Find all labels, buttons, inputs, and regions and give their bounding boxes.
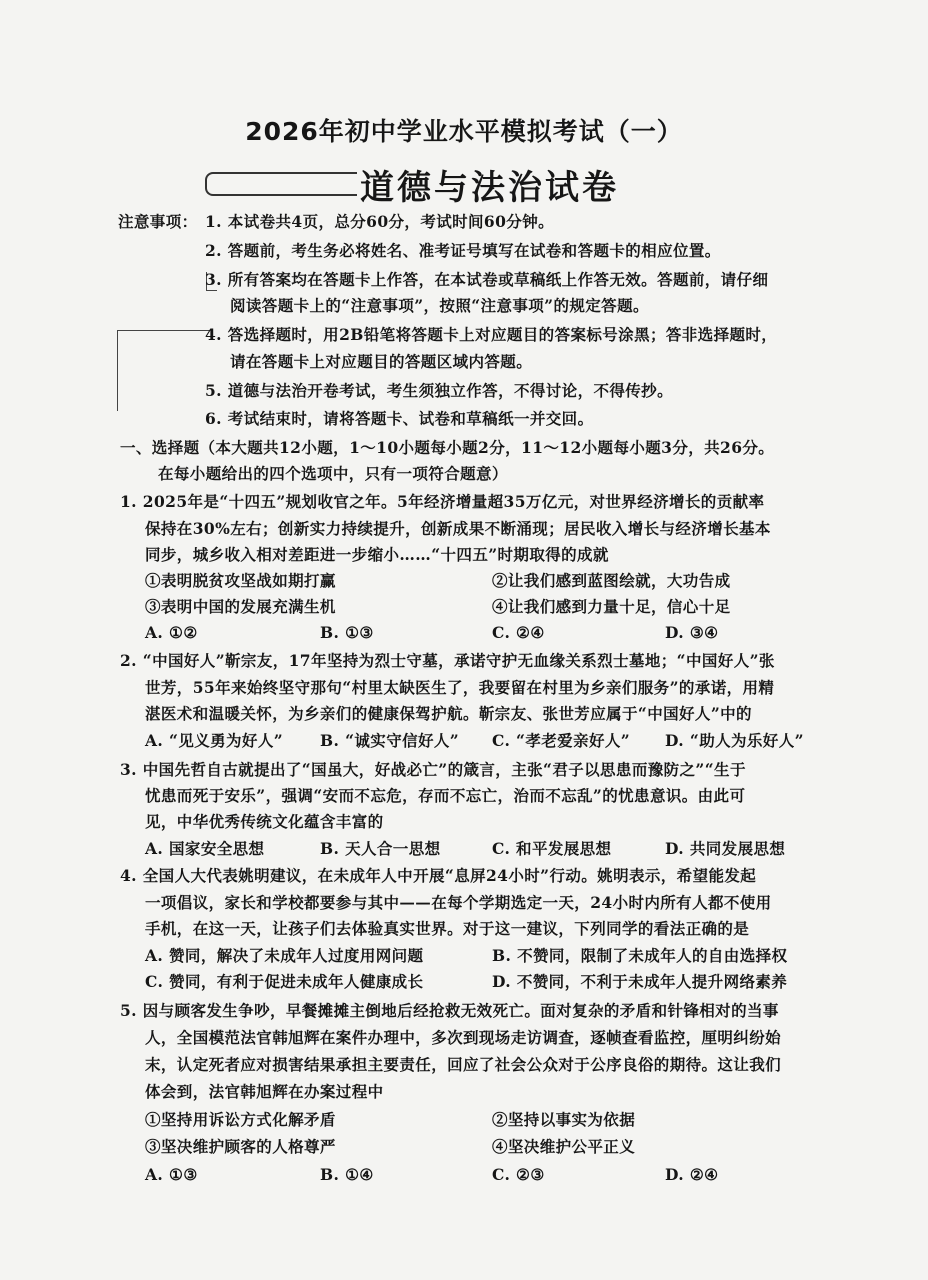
question-stem-line: 3. 中国先哲自古就提出了“国虽大，好战必亡”的箴言，主张“君子以思患而豫防之”“生于 xyxy=(120,760,746,779)
question-stem-line: 末，认定死者应对损害结果承担主要责任，回应了社会公众对于公序良俗的期待。这让我们 xyxy=(145,1055,782,1074)
section-instruction: 在每小题给出的四个选项中，只有一项符合题意） xyxy=(158,464,508,483)
question-stem-line: 手机，在这一天，让孩子们去体验真实世界。对于这一建议，下列同学的看法正确的是 xyxy=(145,919,750,938)
choice-option: C. 和平发展思想 xyxy=(492,839,612,858)
subject-title: 道德与法治试卷 xyxy=(360,168,619,208)
question-stem-line: 见，中华优秀传统文化蕴含丰富的 xyxy=(145,812,384,831)
notice-item: 3. 所有答案均在答题卡上作答，在本试卷或草稿纸上作答无效。答题前，请仔细 xyxy=(205,270,769,289)
statement: ④让我们感到力量十足，信心十足 xyxy=(492,597,731,616)
choice-option: D. ②④ xyxy=(665,1165,719,1184)
choice-option: D. 共同发展思想 xyxy=(665,839,786,858)
handwritten-mark xyxy=(117,330,210,411)
section-heading: 一、选择题（本大题共12小题，1～10小题每小题2分，11～12小题每小题3分，共26分。 xyxy=(120,438,775,457)
notice-label: 注意事项： xyxy=(118,212,198,231)
choice-option: B. 不赞同，限制了未成年人的自由选择权 xyxy=(492,946,788,965)
notice-item: 6. 考试结束时，请将答题卡、试卷和草稿纸一并交回。 xyxy=(205,409,594,428)
question-stem-line: 同步，城乡收入相对差距进一步缩小……“十四五”时期取得的成就 xyxy=(145,545,609,564)
choice-option: D. “助人为乐好人” xyxy=(665,731,804,750)
notice-item: 请在答题卡上对应题目的答题区域内答题。 xyxy=(230,352,533,371)
choice-option: A. ①③ xyxy=(145,1165,198,1184)
question-stem-line: 忧患而死于安乐”，强调“安而不忘危，存而不忘亡，治而不忘乱”的忧患意识。由此可 xyxy=(145,786,746,805)
statement: ④坚决维护公平正义 xyxy=(492,1137,636,1156)
statement: ①坚持用诉讼方式化解矛盾 xyxy=(145,1110,336,1129)
choice-option: D. 不赞同，不利于未成年人提升网络素养 xyxy=(492,972,788,991)
choice-option: B. 天人合一思想 xyxy=(320,839,441,858)
choice-option: C. ②③ xyxy=(492,1165,545,1184)
choice-option: B. “诚实守信好人” xyxy=(320,731,460,750)
exam-title: 2026年初中学业水平模拟考试（一） xyxy=(245,117,683,146)
notice-item: 4. 答选择题时，用2B铅笔将答题卡上对应题目的答案标号涂黑；答非选择题时， xyxy=(205,325,778,344)
question-stem-line: 人，全国模范法官韩旭辉在案件办理中，多次到现场走访调查，逐帧查看监控，厘明纠纷始 xyxy=(145,1028,782,1047)
choice-option: A. 赞同，解决了未成年人过度用网问题 xyxy=(145,946,424,965)
question-stem-line: 保持在30%左右；创新实力持续提升，创新成果不断涌现；居民收入增长与经济增长基本 xyxy=(145,519,771,538)
notice-item: 1. 本试卷共4页，总分60分，考试时间60分钟。 xyxy=(205,212,555,231)
question-stem-line: 湛医术和温暖关怀，为乡亲们的健康保驾护航。靳宗友、张世芳应属于“中国好人”中的 xyxy=(145,704,752,723)
notice-item: 5. 道德与法治开卷考试，考生须独立作答，不得讨论，不得传抄。 xyxy=(205,381,673,400)
choice-option: D. ③④ xyxy=(665,623,719,642)
question-stem-line: 2. “中国好人”靳宗友，17年坚持为烈士守墓，承诺守护无血缘关系烈士墓地；“中国好人”张 xyxy=(120,651,775,670)
statement: ③坚决维护顾客的人格尊严 xyxy=(145,1137,336,1156)
choice-option: A. 国家安全思想 xyxy=(145,839,265,858)
question-stem-line: 一项倡议，家长和学校都要参与其中——在每个学期选定一天，24小时内所有人都不使用 xyxy=(145,893,772,912)
notice-item: 阅读答题卡上的“注意事项”，按照“注意事项”的规定答题。 xyxy=(230,296,649,315)
statement: ③表明中国的发展充满生机 xyxy=(145,597,336,616)
notice-item: 2. 答题前，考生务必将姓名、准考证号填写在试卷和答题卡的相应位置。 xyxy=(205,241,721,260)
question-stem-line: 世芳，55年来始终坚守那句“村里太缺医生了，我要留在村里为乡亲们服务”的承诺，用精 xyxy=(145,678,775,697)
statement: ②让我们感到蓝图绘就，大功告成 xyxy=(492,571,731,590)
question-stem-line: 1. 2025年是“十四五”规划收官之年。5年经济增量超35万亿元，对世界经济增长的贡献率 xyxy=(120,492,765,511)
question-stem-line: 体会到，法官韩旭辉在办案过程中 xyxy=(145,1082,384,1101)
choice-option: A. ①② xyxy=(145,623,198,642)
choice-option: B. ①③ xyxy=(320,623,374,642)
choice-option: C. 赞同，有利于促进未成年人健康成长 xyxy=(145,972,424,991)
statement: ②坚持以事实为依据 xyxy=(492,1110,636,1129)
decorative-bracket xyxy=(205,172,357,196)
choice-option: C. ②④ xyxy=(492,623,545,642)
question-stem-line: 5. 因与顾客发生争吵，早餐摊摊主倒地后经抢救无效死亡。面对复杂的矛盾和针锋相对的当事 xyxy=(120,1001,779,1020)
choice-option: B. ①④ xyxy=(320,1165,374,1184)
choice-option: C. “孝老爱亲好人” xyxy=(492,731,631,750)
question-stem-line: 4. 全国人大代表姚明建议，在未成年人中开展“息屏24小时”行动。姚明表示，希望能发起 xyxy=(120,866,757,885)
choice-option: A. “见义勇为好人” xyxy=(145,731,284,750)
statement: ①表明脱贫攻坚战如期打赢 xyxy=(145,571,336,590)
